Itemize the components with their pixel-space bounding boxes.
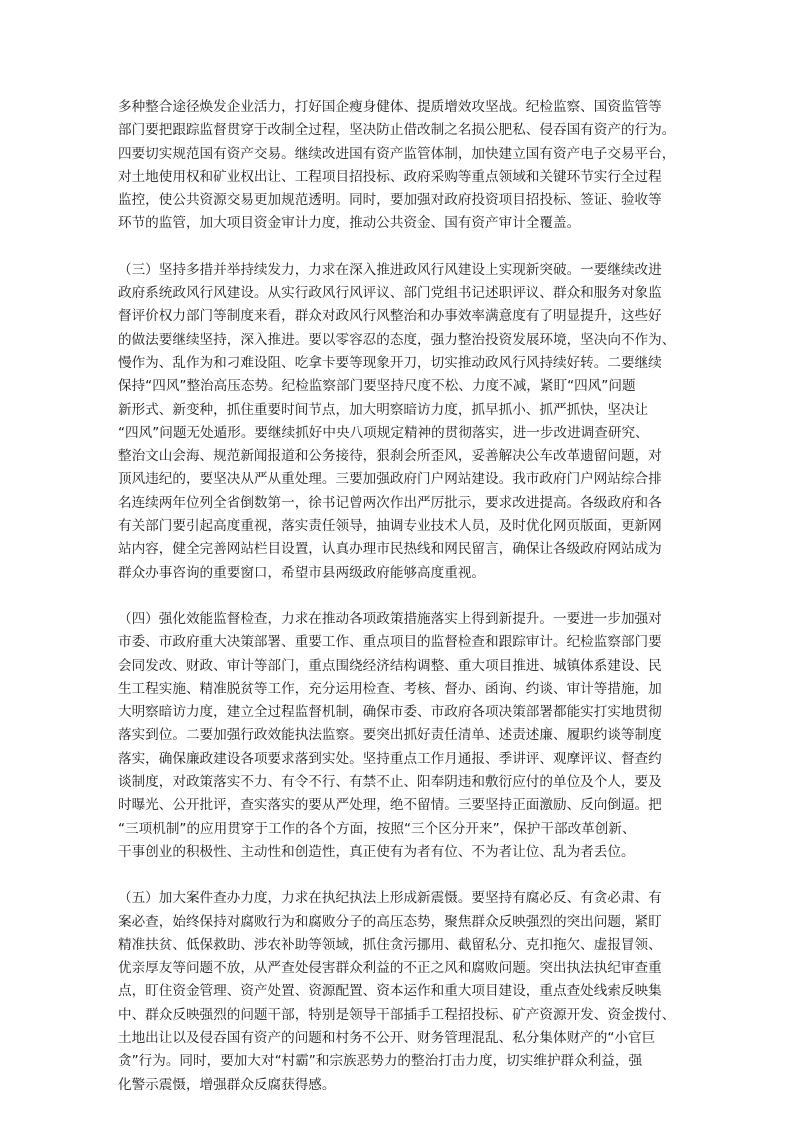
paragraph-line: 干事创业的积极性、主动性和创造性，真正使有为者有位、不为者让位、乱为者丢位。	[118, 843, 635, 860]
paragraph	[118, 96, 680, 236]
paragraph-line: 案必查，始终保持对腐败行为和腐败分子的高压态势，聚焦群众反映强烈的突出问题，紧盯	[118, 913, 662, 930]
paragraph-line: 精准扶贫、低保救助、涉农补助等领域，抓住贪污挪用、截留私分、克扣拖欠、虚报冒领、	[118, 936, 662, 953]
paragraph-line: 对土地使用权和矿业权出让、工程项目招投标、政府采购等重点领域和关键环节实行全过程	[118, 168, 662, 185]
paragraph-line: 落实，确保廉政建设各项要求落到实处。坚持重点工作月通报、季讲评、观摩评议、督查约	[118, 750, 662, 767]
paragraph-line: （三）坚持多措并举持续发力，力求在深入推进政风行风建设上实现新突破。一要继续改进	[118, 261, 662, 278]
paragraph-line: 保持“四风”整治高压态势。纪检监察部门要坚持尺度不松、力度不减，紧盯“四风”问题	[118, 378, 636, 395]
paragraph	[118, 259, 680, 585]
document-page	[118, 96, 680, 1120]
paragraph-line: “四风”问题无处遁形。要继续抓好中央八项规定精神的贯彻落实，进一步改进调查研究、	[118, 424, 649, 441]
paragraph-line: 站内容，健全完善网站栏目设置，认真办理市民热线和网民留言，确保让各级政府网站成为	[118, 541, 662, 558]
paragraph-line: 督评价权力部门等制度来看，群众对政风行风整治和办事效率满意度有了明显提升，这些好	[118, 308, 662, 325]
paragraph-line: 环节的监管，加大项目资金审计力度，推动公共资金、国有资产审计全覆盖。	[118, 215, 581, 232]
paragraph-line: 时曝光、公开批评，查实落实的要从严处理，绝不留情。三要坚持正面激励、反向倒逼。把	[118, 797, 662, 814]
paragraph-line: 顶风违纪的，要坚决从严从重处理。三要加强政府门户网站建设。我市政府门户网站综合排	[118, 471, 662, 488]
paragraph-line: 中、群众反映强烈的问题干部，特别是领导干部插手工程招投标、矿产资源开发、资金拨付、	[118, 1006, 676, 1023]
paragraph-line: 会同发改、财政、审计等部门，重点围绕经济结构调整、重大项目推进、城镇体系建设、民	[118, 657, 662, 674]
paragraph-line: 政府系统政风行风建设。从实行政风行风评议、部门党组书记述职评议、群众和服务对象监	[118, 285, 662, 302]
paragraph-line: 贪”行为。同时，要加大对“村霸”和宗族恶势力的整治打击力度，切实维护群众利益，强	[118, 1053, 643, 1070]
paragraph-line: 部门要把跟踪监督贯穿于改制全过程，坚决防止借改制之名损公肥私、侵吞国有资产的行为。	[118, 122, 676, 139]
paragraph-line: 大明察暗访力度，建立全过程监督机制，确保市委、市政府各项决策部署都能实打实地贯彻	[118, 704, 662, 721]
paragraph-line: 新形式、新变种，抓住重要时间节点，加大明察暗访力度，抓早抓小、抓严抓快，坚决让	[118, 401, 649, 418]
paragraph-line: 市委、市政府重大决策部署、重要工作、重点项目的监督检查和跟踪审计。纪检监察部门要	[118, 634, 662, 651]
paragraph-line: 群众办事咨询的重要窗口，希望市县两级政府能够高度重视。	[118, 564, 486, 581]
paragraph-line: 落实到位。二要加强行政效能执法监察。要突出抓好责任清单、述责述廉、履职约谈等制度	[118, 727, 662, 744]
paragraph-line: 的做法要继续坚持，深入推进。要以零容忍的态度，强力整治投资发展环境，坚决向不作为、	[118, 331, 676, 348]
paragraph-line: 谈制度，对政策落实不力、有令不行、有禁不止、阳奉阴违和敷衍应付的单位及个人，要及	[118, 774, 662, 791]
paragraph-line: 土地出让以及侵吞国有资产的问题和村务不公开、财务管理混乱、私分集体财产的“小官巨	[118, 1029, 656, 1046]
paragraph-line: （四）强化效能监督检查，力求在推动各项政策措施落实上得到新提升。一要进一步加强对	[118, 610, 662, 627]
paragraph	[118, 608, 680, 864]
paragraph-line: 生工程实施、精准脱贫等工作，充分运用检查、考核、督办、函询、约谈、审计等措施，加	[118, 680, 662, 697]
paragraph-line: 多种整合途径焕发企业活力，打好国企瘦身健体、提质增效攻坚战。纪检监察、国资监管等	[118, 99, 662, 115]
paragraph-line: “三项机制”的应用贯穿于工作的各个方面，按照“三个区分开来”，保护干部改革创新、	[118, 820, 636, 837]
paragraph-line: 名连续两年位列全省倒数第一，徐书记曾两次作出严厉批示，要求改进提高。各级政府和各	[118, 494, 662, 511]
paragraph-line: 有关部门要引起高度重视，落实责任领导，抽调专业技术人员，及时优化网页版面，更新网	[118, 518, 662, 535]
paragraph-line: 优亲厚友等问题不放，从严查处侵害群众利益的不正之风和腐败问题。突出执法执纪审查重	[118, 960, 662, 977]
paragraph-line: 监控，使公共资源交易更加规范透明。同时，要加强对政府投资项目招投标、签证、验收等	[118, 192, 662, 209]
paragraph-line: 整治文山会海、规范新闻报道和公务接待，狠刹会所歪风，妥善解决公车改革遗留问题，对	[118, 448, 662, 465]
paragraph	[118, 887, 680, 1097]
paragraph-line: 化警示震慑，增强群众反腐获得感。	[118, 1076, 336, 1093]
paragraph-line: 慢作为、乱作为和刁难设阻、吃拿卡要等现象开刀，切实推动政风行风持续好转。二要继续	[118, 354, 662, 371]
paragraph-line: 四要切实规范国有资产交易。继续改进国有资产监管体制，加快建立国有资产电子交易平台，	[118, 145, 676, 162]
paragraph-line: （五）加大案件查办力度，力求在执纪执法上形成新震慑。要坚持有腐必反、有贪必肃、有	[118, 890, 662, 907]
paragraph-line: 点，盯住资金管理、资产处置、资源配置、资本运作和重大项目建设，重点查处线索反映集	[118, 983, 662, 1000]
